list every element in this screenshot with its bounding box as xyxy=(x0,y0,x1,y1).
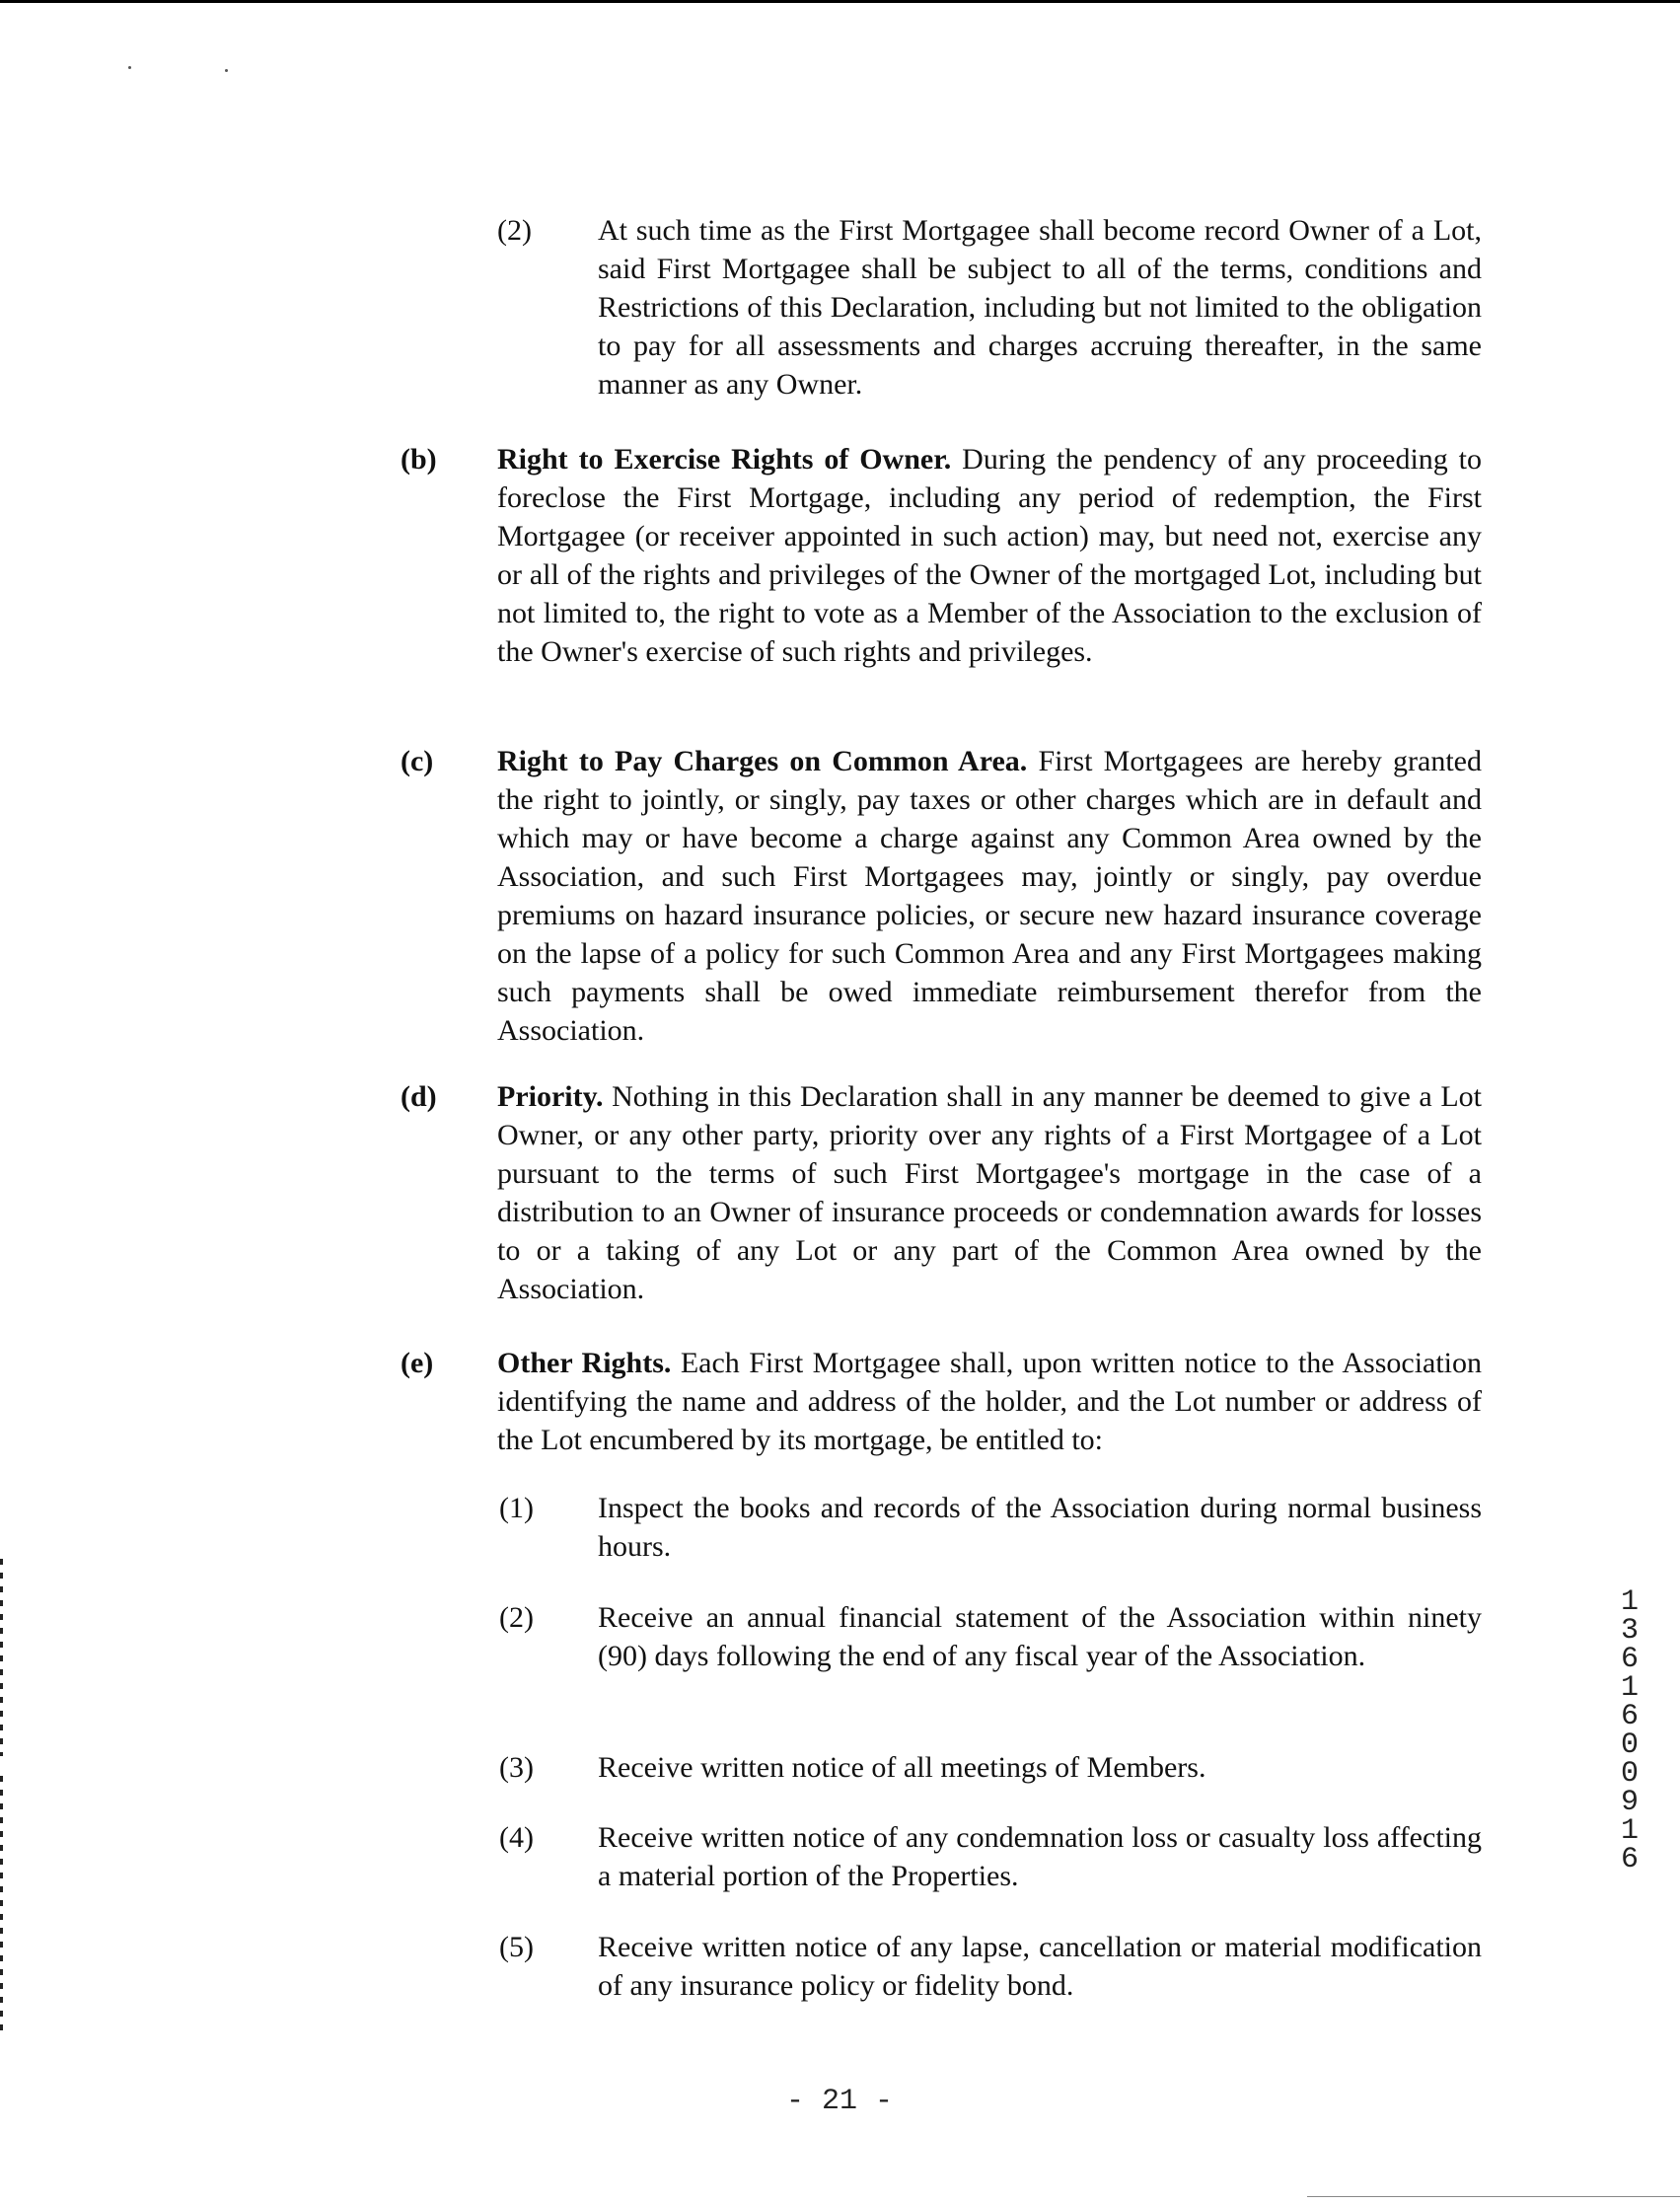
item-text: At such time as the First Mortgagee shall become record Owner of a Lot, said First Mortgagee shall be subject to all of the terms, conditions and Restrictions of this Declaration, including but not limited to the obligation to pay for all assessments and charges accruing thereafter, in the same manner as any Owner. xyxy=(598,214,1482,401)
subitem-text: Receive an annual financial statement of the Association within ninety (90) days following the end of any fiscal year of the Association. xyxy=(598,1601,1482,1672)
section-label: (d) xyxy=(401,1080,437,1113)
scan-speck xyxy=(128,66,131,69)
subitem-paragraph xyxy=(598,1748,1482,1787)
subitem-paragraph xyxy=(598,1928,1482,2005)
subitem-label: (4) xyxy=(499,1821,534,1854)
item-label: (2) xyxy=(497,214,532,247)
section-text: Each First Mortgagee shall, upon written notice to the Association identifying the name and address of the holder, and the Lot number or address of the Lot encumbered by its mortgage, be entitled to: xyxy=(497,1347,1483,1456)
page-number: - 21 - xyxy=(785,2085,894,2118)
page-top-edge xyxy=(0,0,1680,3)
subitem-paragraph xyxy=(598,1489,1482,1566)
item-paragraph xyxy=(598,211,1482,404)
section-label: (e) xyxy=(401,1347,434,1379)
subitem-text: Inspect the books and records of the Association during normal business hours. xyxy=(598,1492,1482,1563)
section-heading: Priority. xyxy=(497,1080,604,1113)
subitem-text: Receive written notice of any lapse, cancellation or material modification of any insurance policy or fidelity bond. xyxy=(598,1931,1482,2002)
subitem-paragraph xyxy=(598,1598,1482,1675)
section-heading: Right to Exercise Rights of Owner. xyxy=(497,443,952,476)
section-heading: Other Rights. xyxy=(497,1347,672,1379)
subitem-label: (5) xyxy=(499,1931,534,1963)
section-text: First Mortgagees are hereby granted the right to jointly, or singly, pay taxes or other charges which are in default and which may or have become a charge against any Common Area owned by the Association, and such First Mortgagees may, jointly or singly, pay overdue premiums on hazard insurance policies, or secure new hazard insurance coverage on the lapse of a policy for such Common Area and any First Mortgagees making such payments shall be owed immediate reimbursement therefor from the Association. xyxy=(497,745,1482,1047)
section-text: Nothing in this Declaration shall in any manner be deemed to give a Lot Owner, or any other party, priority over any rights of a First Mortgagee of a Lot pursuant to the terms of such First Mortgagee's mortgage in the case of a distribution to an Owner of insurance proceeds or condemnation awards for losses to or a taking of any Lot or any part of the Common Area owned by the Association. xyxy=(497,1080,1483,1305)
subitem-text: Receive written notice of all meetings of Members. xyxy=(598,1751,1206,1784)
section-paragraph xyxy=(497,742,1482,1050)
section-paragraph xyxy=(497,1077,1482,1308)
section-label: (b) xyxy=(401,443,437,476)
subitem-label: (3) xyxy=(499,1751,534,1784)
scan-edge-marks xyxy=(0,1776,3,2032)
scan-speck xyxy=(225,69,228,72)
scan-edge-marks xyxy=(0,1559,3,1756)
section-paragraph xyxy=(497,1344,1482,1459)
recording-number: 13616 00916 xyxy=(1620,1585,1639,1876)
section-label: (c) xyxy=(401,745,434,777)
section-text: During the pendency of any proceeding to foreclose the First Mortgage, including any period of redemption, the First Mortgagee (or receiver appointed in such action) may, but need not, exercise any or all of the rights and privileges of the Owner of the mortgaged Lot, including but not limited to, the right to vote as a Member of the Association to the exclusion of the Owner's exercise of such rights and privileges. xyxy=(497,443,1482,668)
subitem-text: Receive written notice of any condemnation loss or casualty loss affecting a material portion of the Properties. xyxy=(598,1821,1482,1892)
subitem-paragraph xyxy=(598,1818,1482,1895)
page-bottom-edge xyxy=(1307,2196,1680,2197)
section-paragraph xyxy=(497,440,1482,671)
subitem-label: (1) xyxy=(499,1492,534,1524)
section-heading: Right to Pay Charges on Common Area. xyxy=(497,745,1028,777)
subitem-label: (2) xyxy=(499,1601,534,1634)
